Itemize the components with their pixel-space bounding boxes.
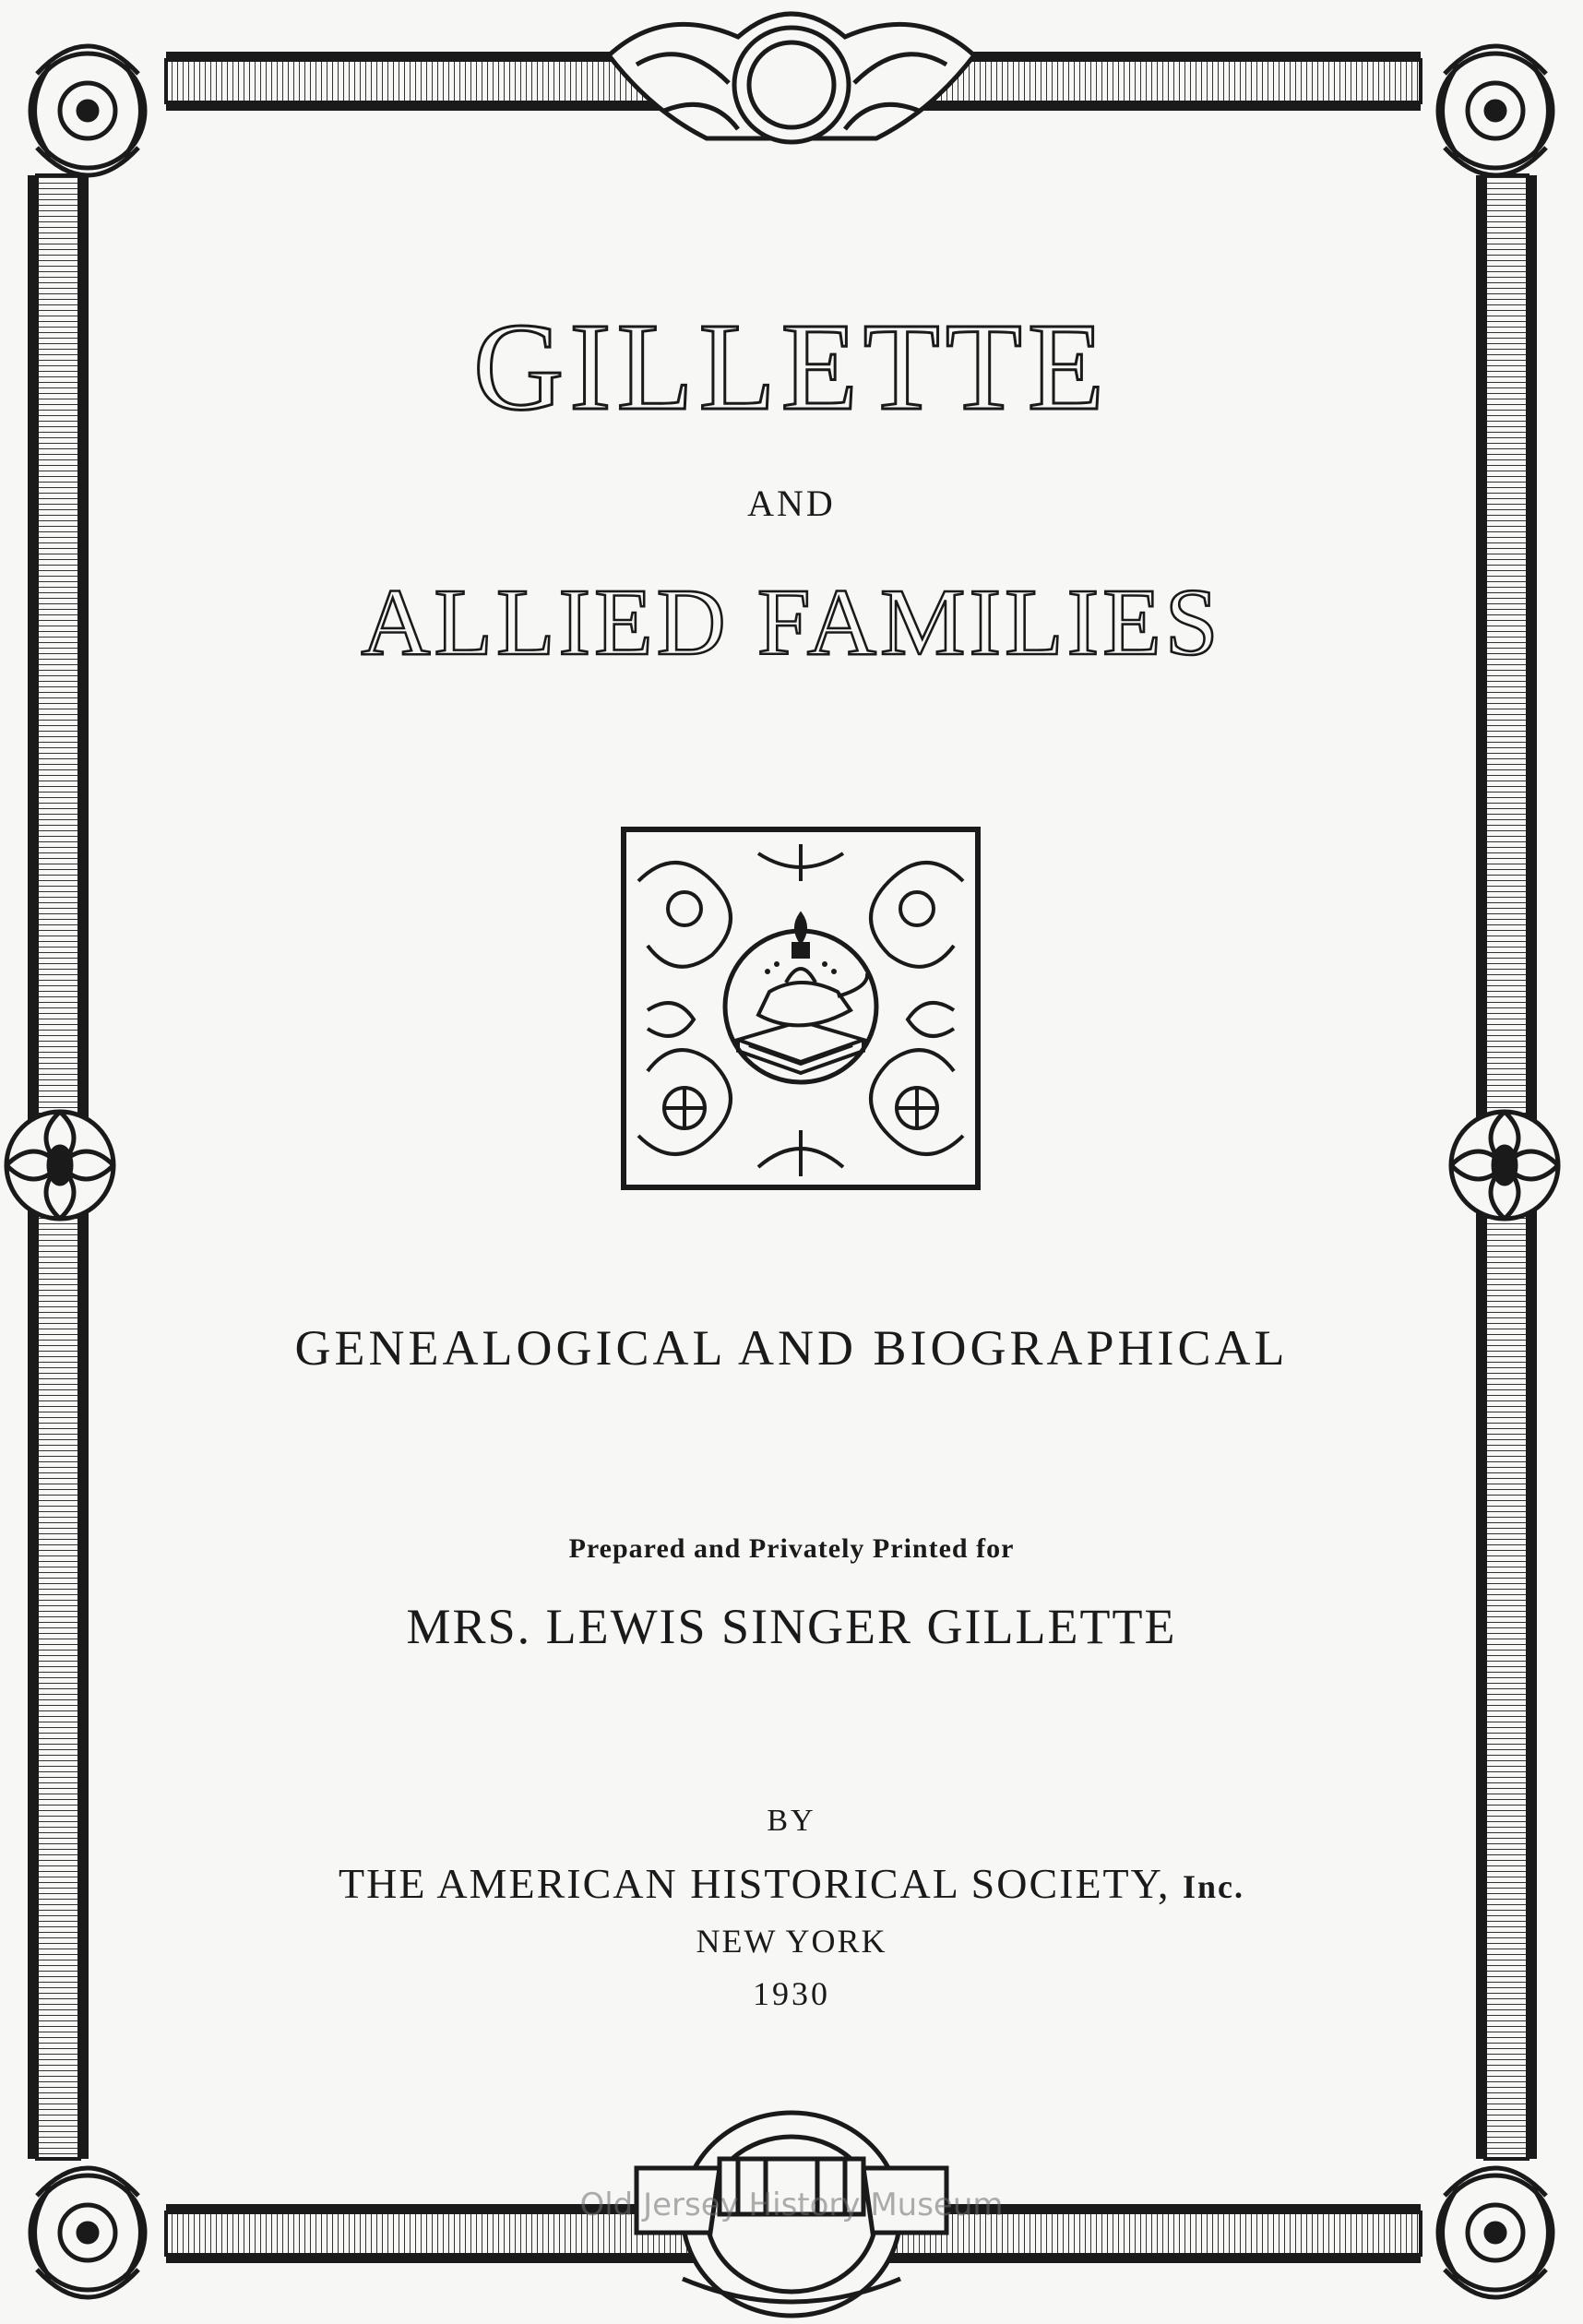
corner-ornament-top-right [1438,46,1553,175]
subtitle: GENEALOGICAL AND BIOGRAPHICAL [294,1320,1289,1376]
publisher-city: NEW YORK [696,1923,887,1960]
publisher-suffix: Inc. [1182,1868,1244,1905]
watermark: Old Jersey History Museum [579,2187,1004,2223]
publisher-name: THE AMERICAN HISTORICAL SOCIETY, [339,1860,1171,1907]
corner-ornament-top-left [30,46,145,175]
title-line-allied-families: ALLIED FAMILIES [361,569,1222,675]
publisher-line [0,1859,1583,1908]
recipient-name: MRS. LEWIS SINGER GILLETTE [406,1599,1177,1654]
rosette-left [6,1112,113,1219]
title-line-and: AND [747,483,836,524]
rosette-right [1451,1112,1558,1219]
title-line-gillette: GILLETTE [473,298,1110,436]
top-cartouche [609,14,974,142]
by-label: BY [767,1804,816,1838]
publication-year: 1930 [753,1975,830,2012]
oil-lamp-on-book-icon [620,826,982,1191]
prepared-for-label: Prepared and Privately Printed for [568,1533,1015,1564]
